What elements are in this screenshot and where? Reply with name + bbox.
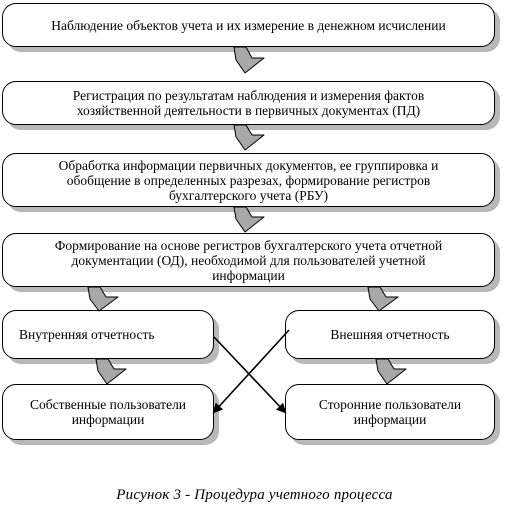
step-4-reporting: Формирование на основе регистров бухгалтерского учета отчетной документации (ОД), необходимой для пользователей учетной информации [2, 233, 495, 287]
step-1-observation: Наблюдение объектов учета и их измерение в денежном исчислении [2, 3, 495, 47]
figure-caption: Рисунок 3 - Процедура учетного процесса [116, 487, 393, 503]
step-3-processing: Обработка информации первичных документов, ее группировка и обобщение в определенных разрезах, формирование регистров бухгалтерского учета (РБУ) [2, 153, 495, 207]
cross-arrow-internal-to-third [214, 337, 285, 412]
internal-report-box: Внутренняя отчетность [2, 310, 214, 359]
step-2-registration: Регистрация по результатам наблюдения и измерения фактов хозяйственной деятельности в первичных документах (ПД) [2, 81, 495, 125]
own-users-box: Собственные пользователи информации [2, 384, 214, 440]
third-users-box: Сторонние пользователи информации [285, 384, 495, 440]
cross-arrow-external-to-own [214, 330, 289, 412]
external-report-box: Внешняя отчетность [285, 310, 495, 359]
